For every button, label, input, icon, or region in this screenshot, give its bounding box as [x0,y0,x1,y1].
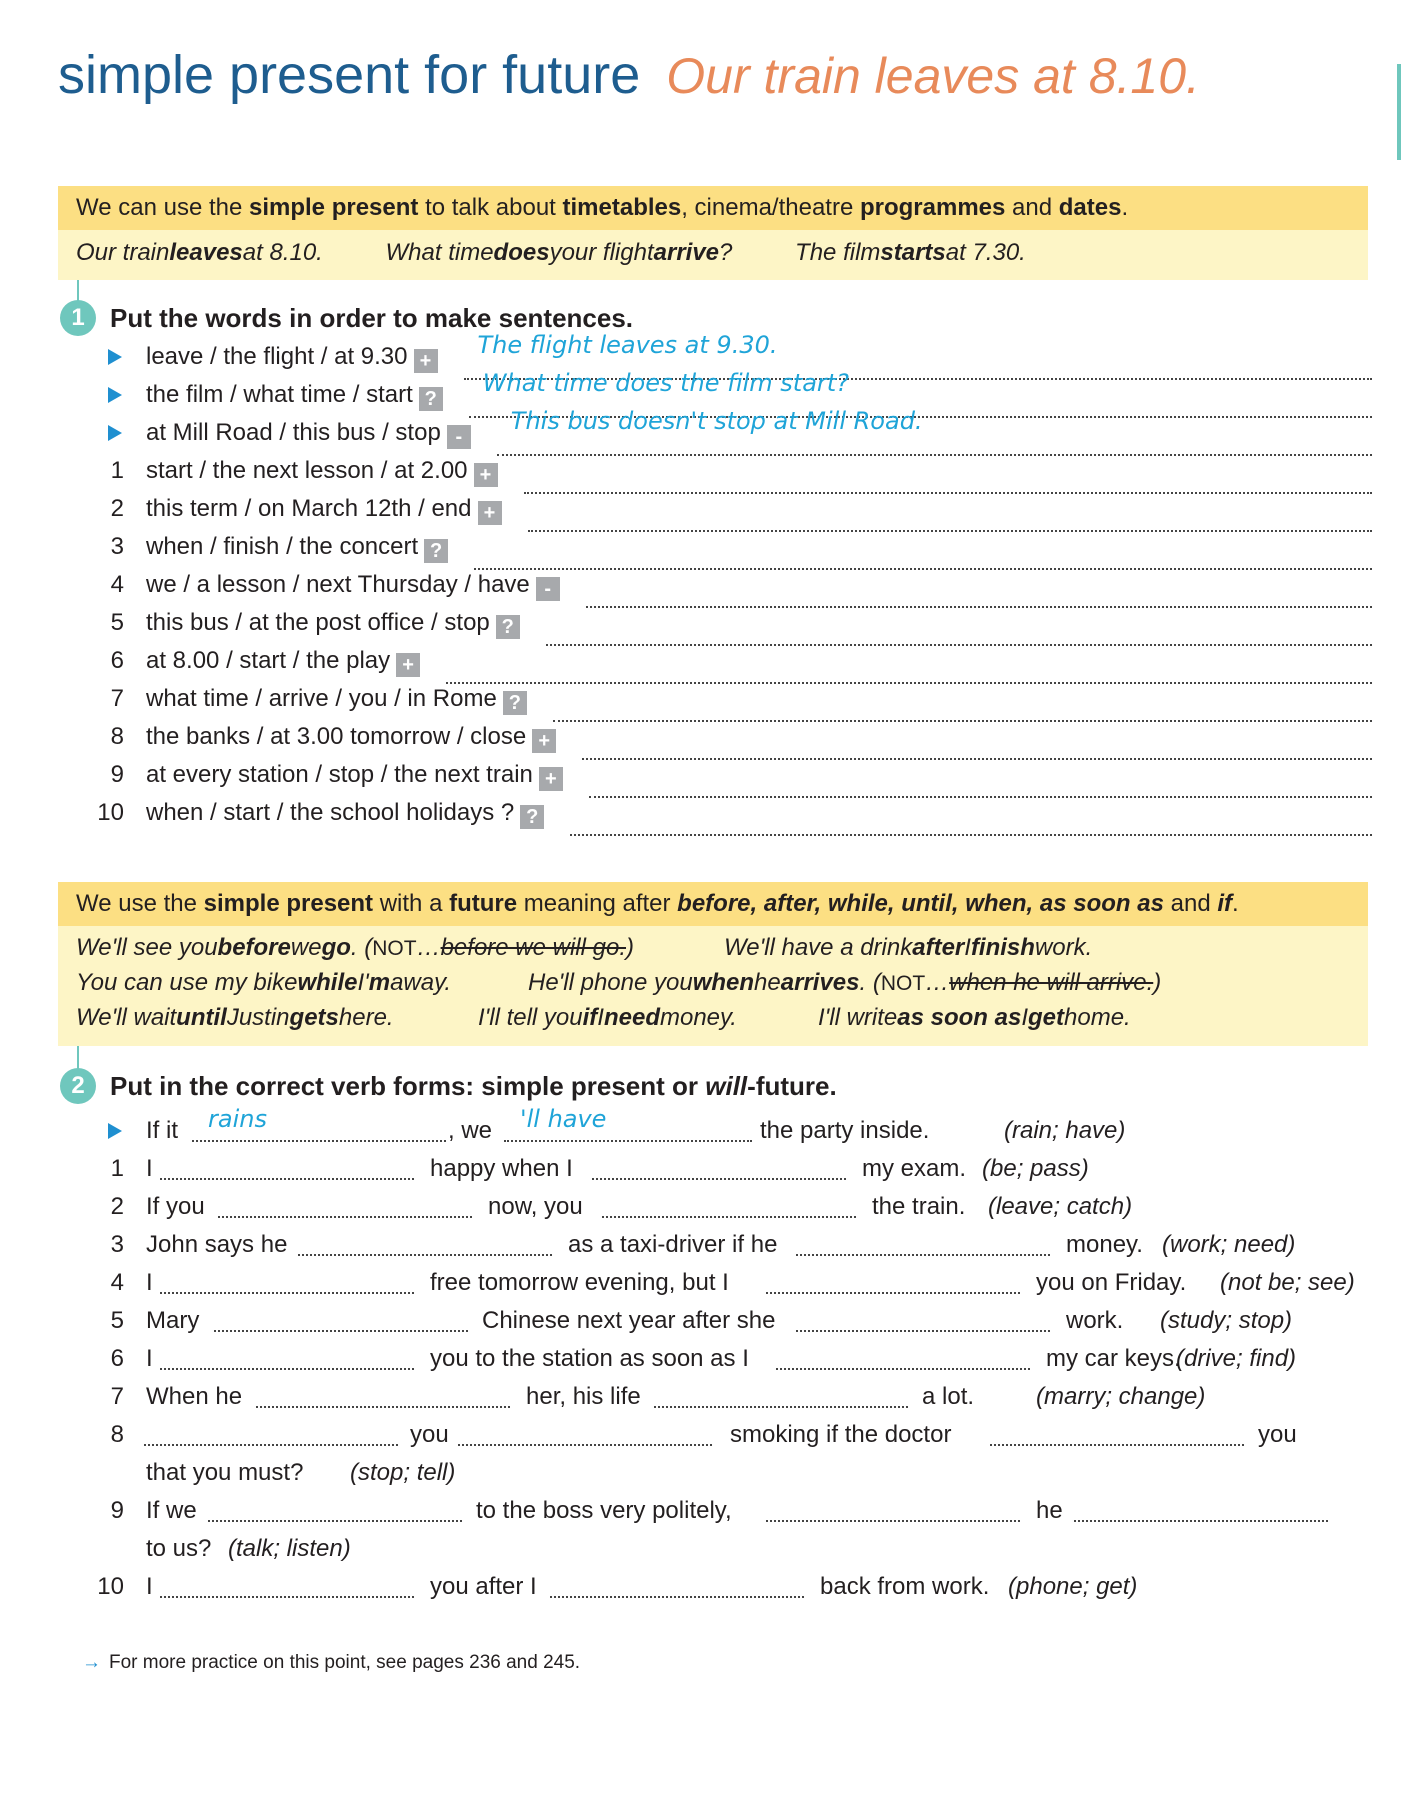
item-number: 1 [110,457,124,484]
item-text: John says he [146,1231,288,1258]
answer-gap[interactable] [214,1306,468,1332]
rule-box-heading [58,882,1368,926]
question-icon: ? [424,539,448,563]
text-run: We'll have a drink [724,934,913,961]
item-number: 4 [110,1269,124,1296]
text-run: leaves [169,239,243,266]
answer-line[interactable] [497,407,1372,456]
item-text: that you must? [146,1459,304,1486]
text-run: ) [1153,969,1162,996]
answer-line[interactable] [474,532,1372,570]
item-number: 2 [110,495,124,522]
answer-gap[interactable] [990,1420,1244,1446]
answer-gap[interactable] [776,1344,1030,1370]
verb-cue: (study; stop) [1160,1307,1293,1334]
exercise-item [96,646,1372,684]
answer-gap[interactable] [192,1105,446,1142]
answer-gap[interactable] [592,1154,846,1180]
item-text: happy when I [430,1155,573,1182]
item-text: money. [1066,1231,1143,1258]
example-sentence [76,930,634,966]
exercise-item [96,456,1372,494]
item-text: back from work. [820,1573,990,1600]
verb-cue: (not be; see) [1220,1269,1355,1296]
item-text: I [146,1155,153,1182]
exercise-1-number: 1 [60,300,96,336]
text-run: when [692,969,755,996]
text-run: money. [659,1004,737,1031]
item-text: If we [146,1497,197,1524]
prompt-text: this term / on March 12th / end [146,495,472,522]
item-prompt [146,532,448,563]
item-prompt [146,570,560,601]
item-text: the party inside. [760,1117,930,1144]
verb-cue: (be; pass) [982,1155,1089,1182]
text-run: at 7.30. [945,239,1026,266]
prompt-text: what time / arrive / you / in Rome [146,685,497,712]
exercise-item [96,1496,1346,1530]
example-sentence [386,230,733,276]
answer-line[interactable] [553,684,1372,722]
text-run: work. [1034,934,1093,961]
question-icon: ? [496,615,520,639]
text-run: I'll tell you [478,1004,583,1031]
text-run: I'll write [818,1004,898,1031]
text-run: arrive [653,239,720,266]
text-run: I' [357,969,369,996]
item-text: Mary [146,1307,200,1334]
text-run: simple present [249,194,419,221]
text-run: . ( [859,969,881,996]
rule-box-heading [58,186,1368,230]
example-sentence [478,1000,737,1035]
text-run: simple present [203,890,374,917]
exercise-item [96,1344,1346,1378]
text-run: I [1021,1004,1028,1031]
exercise-item [96,722,1372,760]
answer-line[interactable] [446,646,1372,684]
text-run: NOT [880,972,926,995]
item-text: When he [146,1383,243,1410]
text-run: I [964,934,971,961]
example-sentence [795,230,1026,276]
title-main: simple present for future [58,45,641,105]
arrow-right-icon: → [82,1652,101,1673]
exercise-item [96,1420,1346,1454]
item-number: 8 [110,723,124,750]
example-arrow-icon [108,1123,122,1139]
text-run: after [912,934,965,961]
title-example: Our train leaves at 8.10. [666,48,1200,104]
answer-line[interactable] [570,798,1372,836]
prompt-text: start / the next lesson / at 2.00 [146,457,468,484]
example-item [96,407,1372,456]
verb-cue: (marry; change) [1036,1383,1206,1410]
item-prompt [146,684,527,715]
answer-gap[interactable] [218,1192,472,1218]
item-number: 8 [110,1421,124,1448]
prompt-text: when / start / the school holidays ? [146,799,515,826]
answer-gap[interactable] [1074,1496,1328,1522]
text-run: future [449,890,518,917]
item-text: you [410,1421,449,1448]
item-prompt [146,342,438,373]
text-run: with a [373,890,450,917]
example-sentence [76,1000,394,1035]
text-run: before [217,934,291,961]
item-prompt [146,722,556,753]
item-text: my exam. [862,1155,967,1182]
text-run: he [754,969,781,996]
text-run: to talk about [418,194,563,221]
rule-box-examples [58,930,1368,1035]
text-run: does [493,239,550,266]
text-run: We can use the [76,194,249,221]
minus-icon: - [536,577,560,601]
item-text: the train. [872,1193,966,1220]
question-icon: ? [520,805,544,829]
item-number: 3 [110,1231,124,1258]
item-text: a lot. [922,1383,975,1410]
item-prompt [146,646,420,677]
text-run: before we will go. [440,934,627,961]
answer-gap[interactable] [504,1105,752,1142]
item-prompt [146,608,520,639]
text-run: We use the [76,890,204,917]
text-run: … [416,934,441,961]
text-run: starts [880,239,946,266]
question-icon: ? [419,387,443,411]
item-text: as a taxi-driver if he [568,1231,778,1258]
item-number: 10 [97,799,124,826]
text-run: We'll wait [76,1004,177,1031]
instruction-text: Put in the correct verb forms: simple present or [110,1071,706,1101]
answer-line[interactable] [528,494,1373,532]
answer-gap[interactable] [550,1572,804,1598]
plus-icon: + [474,463,498,487]
text-run: until [176,1004,227,1031]
text-run: . [1232,890,1239,917]
example-sentence [528,965,1161,1001]
item-text: free tomorrow evening, but I [430,1269,729,1296]
answer-gap[interactable] [160,1268,414,1294]
text-run: your flight [549,239,654,266]
item-number: 9 [110,1497,124,1524]
text-run: programmes [859,194,1006,221]
example-arrow-icon [108,387,122,403]
verb-cue: (stop; tell) [350,1459,456,1486]
answer-gap[interactable] [160,1572,414,1598]
item-text: now, you [488,1193,583,1220]
item-text: you [1258,1421,1297,1448]
answer-line[interactable] [589,760,1372,798]
text-run: The film [795,239,881,266]
exercise-2-number: 2 [60,1068,96,1104]
answer-gap[interactable] [654,1382,908,1408]
text-run: What time [385,239,494,266]
answer-gap[interactable] [766,1268,1020,1294]
item-text: I [146,1573,153,1600]
verb-cue: (phone; get) [1008,1573,1138,1600]
text-run: if [582,1004,598,1031]
prompt-text: the film / what time / start [146,381,413,408]
text-run: before, after, while, until, when, as soon as [677,890,1164,917]
item-number: 4 [110,571,124,598]
exercise-item [96,760,1372,798]
item-text: , we [448,1117,493,1144]
example-line [58,1000,1368,1035]
exercise-1-instruction: Put the words in order to make sentences. [110,303,634,333]
text-run: . [1121,194,1129,221]
example-arrow-icon [108,425,122,441]
item-text: my car keys. [1046,1345,1181,1372]
footer-note [82,1652,580,1674]
handwritten-answer: What time does the film start? [482,369,849,397]
exercise-1-stem [77,280,79,302]
exercise-item [96,798,1372,836]
answer-line[interactable] [546,608,1372,646]
handwritten-answer: This bus doesn't stop at Mill Road. [510,407,923,435]
text-run: get [1028,1004,1064,1031]
answer-gap[interactable] [766,1496,1020,1522]
item-prompt [146,798,544,829]
rule-box-future-clauses [58,882,1368,1046]
answer-gap[interactable] [144,1420,398,1446]
exercise-item [96,1572,1346,1606]
prompt-text: we / a lesson / next Thursday / have [146,571,530,598]
text-run: at 8.10. [242,239,323,266]
answer-line[interactable] [582,722,1372,760]
text-run: dates [1058,194,1122,221]
item-number: 3 [110,533,124,560]
item-number: 7 [110,1383,124,1410]
text-run: arrives [780,969,860,996]
question-icon: ? [503,691,527,715]
text-run: and [1005,194,1059,221]
example-arrow-icon [108,349,122,365]
example-item [96,1458,1346,1492]
text-run: if [1217,890,1233,917]
handwritten-answer: 'll have [520,1105,607,1133]
exercise-item [96,1306,1346,1340]
item-prompt [146,456,498,487]
text-run: , cinema/theatre [681,194,860,221]
text-run: we [290,934,322,961]
answer-gap[interactable] [796,1230,1050,1256]
answer-gap[interactable] [602,1192,856,1218]
text-run: while [297,969,358,996]
rule-box-timetables [58,186,1368,280]
item-text: to the boss very politely, [476,1497,732,1524]
text-run: meaning after [517,890,678,917]
page-title [58,44,1200,106]
prompt-text: at 8.00 / start / the play [146,647,391,674]
item-text: work. [1066,1307,1124,1334]
verb-cue: (drive; find) [1176,1345,1297,1372]
exercise-item [96,1192,1346,1226]
answer-gap[interactable] [256,1382,510,1408]
text-run: ? [719,239,733,266]
text-run: finish [970,934,1035,961]
exercise-item [96,1154,1346,1188]
text-run: timetables [562,194,682,221]
exercise-item [96,494,1372,532]
text-run: I [597,1004,604,1031]
verb-cue: (rain; have) [1004,1117,1126,1144]
item-prompt [146,760,563,791]
exercise-item [96,608,1372,646]
example-sentence [76,965,451,1000]
text-run: We'll see you [76,934,218,961]
item-number: 6 [110,647,124,674]
plus-icon: + [396,653,420,677]
text-run: He'll phone you [528,969,693,996]
prompt-text: leave / the flight / at 9.30 [146,343,408,370]
answer-gap[interactable] [160,1344,414,1370]
item-number: 1 [110,1155,124,1182]
example-sentence [724,930,1092,965]
example-sentence [818,1000,1131,1035]
answer-gap[interactable] [796,1306,1050,1332]
answer-gap[interactable] [160,1154,414,1180]
text-run: gets [289,1004,339,1031]
item-prompt [146,380,443,411]
verb-cue: (leave; catch) [988,1193,1133,1220]
text-run: Our train [76,239,170,266]
item-number: 9 [110,761,124,788]
exercise-item [96,570,1372,608]
answer-gap[interactable] [458,1420,712,1446]
item-text: you after I [430,1573,537,1600]
footer-text: For more practice on this point, see pages 236 and 245. [109,1652,581,1673]
exercise-item [96,532,1372,570]
text-run: when he will arrive. [949,969,1154,996]
prompt-text: when / finish / the concert [146,533,419,560]
plus-icon: + [532,729,556,753]
text-run: You can use my bike [76,969,298,996]
item-number: 2 [110,1193,124,1220]
answer-gap[interactable] [298,1230,552,1256]
example-line [58,930,1368,965]
verb-cue: (talk; listen) [228,1535,351,1562]
text-run: NOT [372,937,417,960]
prompt-text: at Mill Road / this bus / stop [146,419,441,446]
plus-icon: + [539,767,563,791]
page-edge-rule [1397,64,1401,160]
text-run: ) [626,934,635,961]
item-text: If you [146,1193,205,1220]
verb-cue: (work; need) [1162,1231,1296,1258]
answer-line[interactable] [524,456,1372,494]
text-run: as soon as [897,1004,1022,1031]
exercise-2-instruction [110,1071,837,1102]
prompt-text: this bus / at the post office / stop [146,609,490,636]
item-text: he [1036,1497,1063,1524]
item-number: 5 [110,1307,124,1334]
text-run: home. [1064,1004,1131,1031]
text-run: need [603,1004,660,1031]
handwritten-answer: The flight leaves at 9.30. [477,331,778,359]
exercise-item [96,1230,1346,1264]
item-text: her, his life [526,1383,641,1410]
instruction-text: -future. [747,1071,837,1101]
exercise-item [96,1382,1346,1416]
text-run: m [368,969,391,996]
item-text: If it [146,1117,179,1144]
plus-icon: + [478,501,502,525]
item-number: 7 [110,685,124,712]
text-run: and [1163,890,1218,917]
item-text: I [146,1345,153,1372]
instruction-will: will [705,1071,748,1101]
item-number: 6 [110,1345,124,1372]
item-text: to us? [146,1535,212,1562]
text-run: Justin [226,1004,290,1031]
handwritten-answer: rains [208,1105,267,1133]
text-run: … [925,969,950,996]
item-text: smoking if the doctor [730,1421,952,1448]
item-text: Chinese next year after she [482,1307,776,1334]
exercise-item [96,1268,1355,1302]
example-sentence [76,230,323,276]
item-text: you on Friday. [1036,1269,1187,1296]
text-run: go [321,934,351,961]
prompt-text: at every station / stop / the next train [146,761,533,788]
example-line [58,965,1368,1000]
answer-gap[interactable] [208,1496,462,1522]
minus-icon: - [447,425,471,449]
example-item [96,1105,1346,1150]
exercise-item [96,684,1372,722]
item-prompt [146,418,471,449]
item-number: 5 [110,609,124,636]
text-run: . ( [350,934,373,961]
text-run: here. [338,1004,394,1031]
plus-icon: + [414,349,438,373]
text-run: away. [390,969,451,996]
item-number: 10 [97,1573,124,1600]
answer-line[interactable] [586,570,1372,608]
item-text: I [146,1269,153,1296]
example-item [96,1534,1346,1568]
item-text: you to the station as soon as I [430,1345,749,1372]
prompt-text: the banks / at 3.00 tomorrow / close [146,723,527,750]
rule-box-examples [58,230,1368,276]
item-prompt [146,494,502,525]
